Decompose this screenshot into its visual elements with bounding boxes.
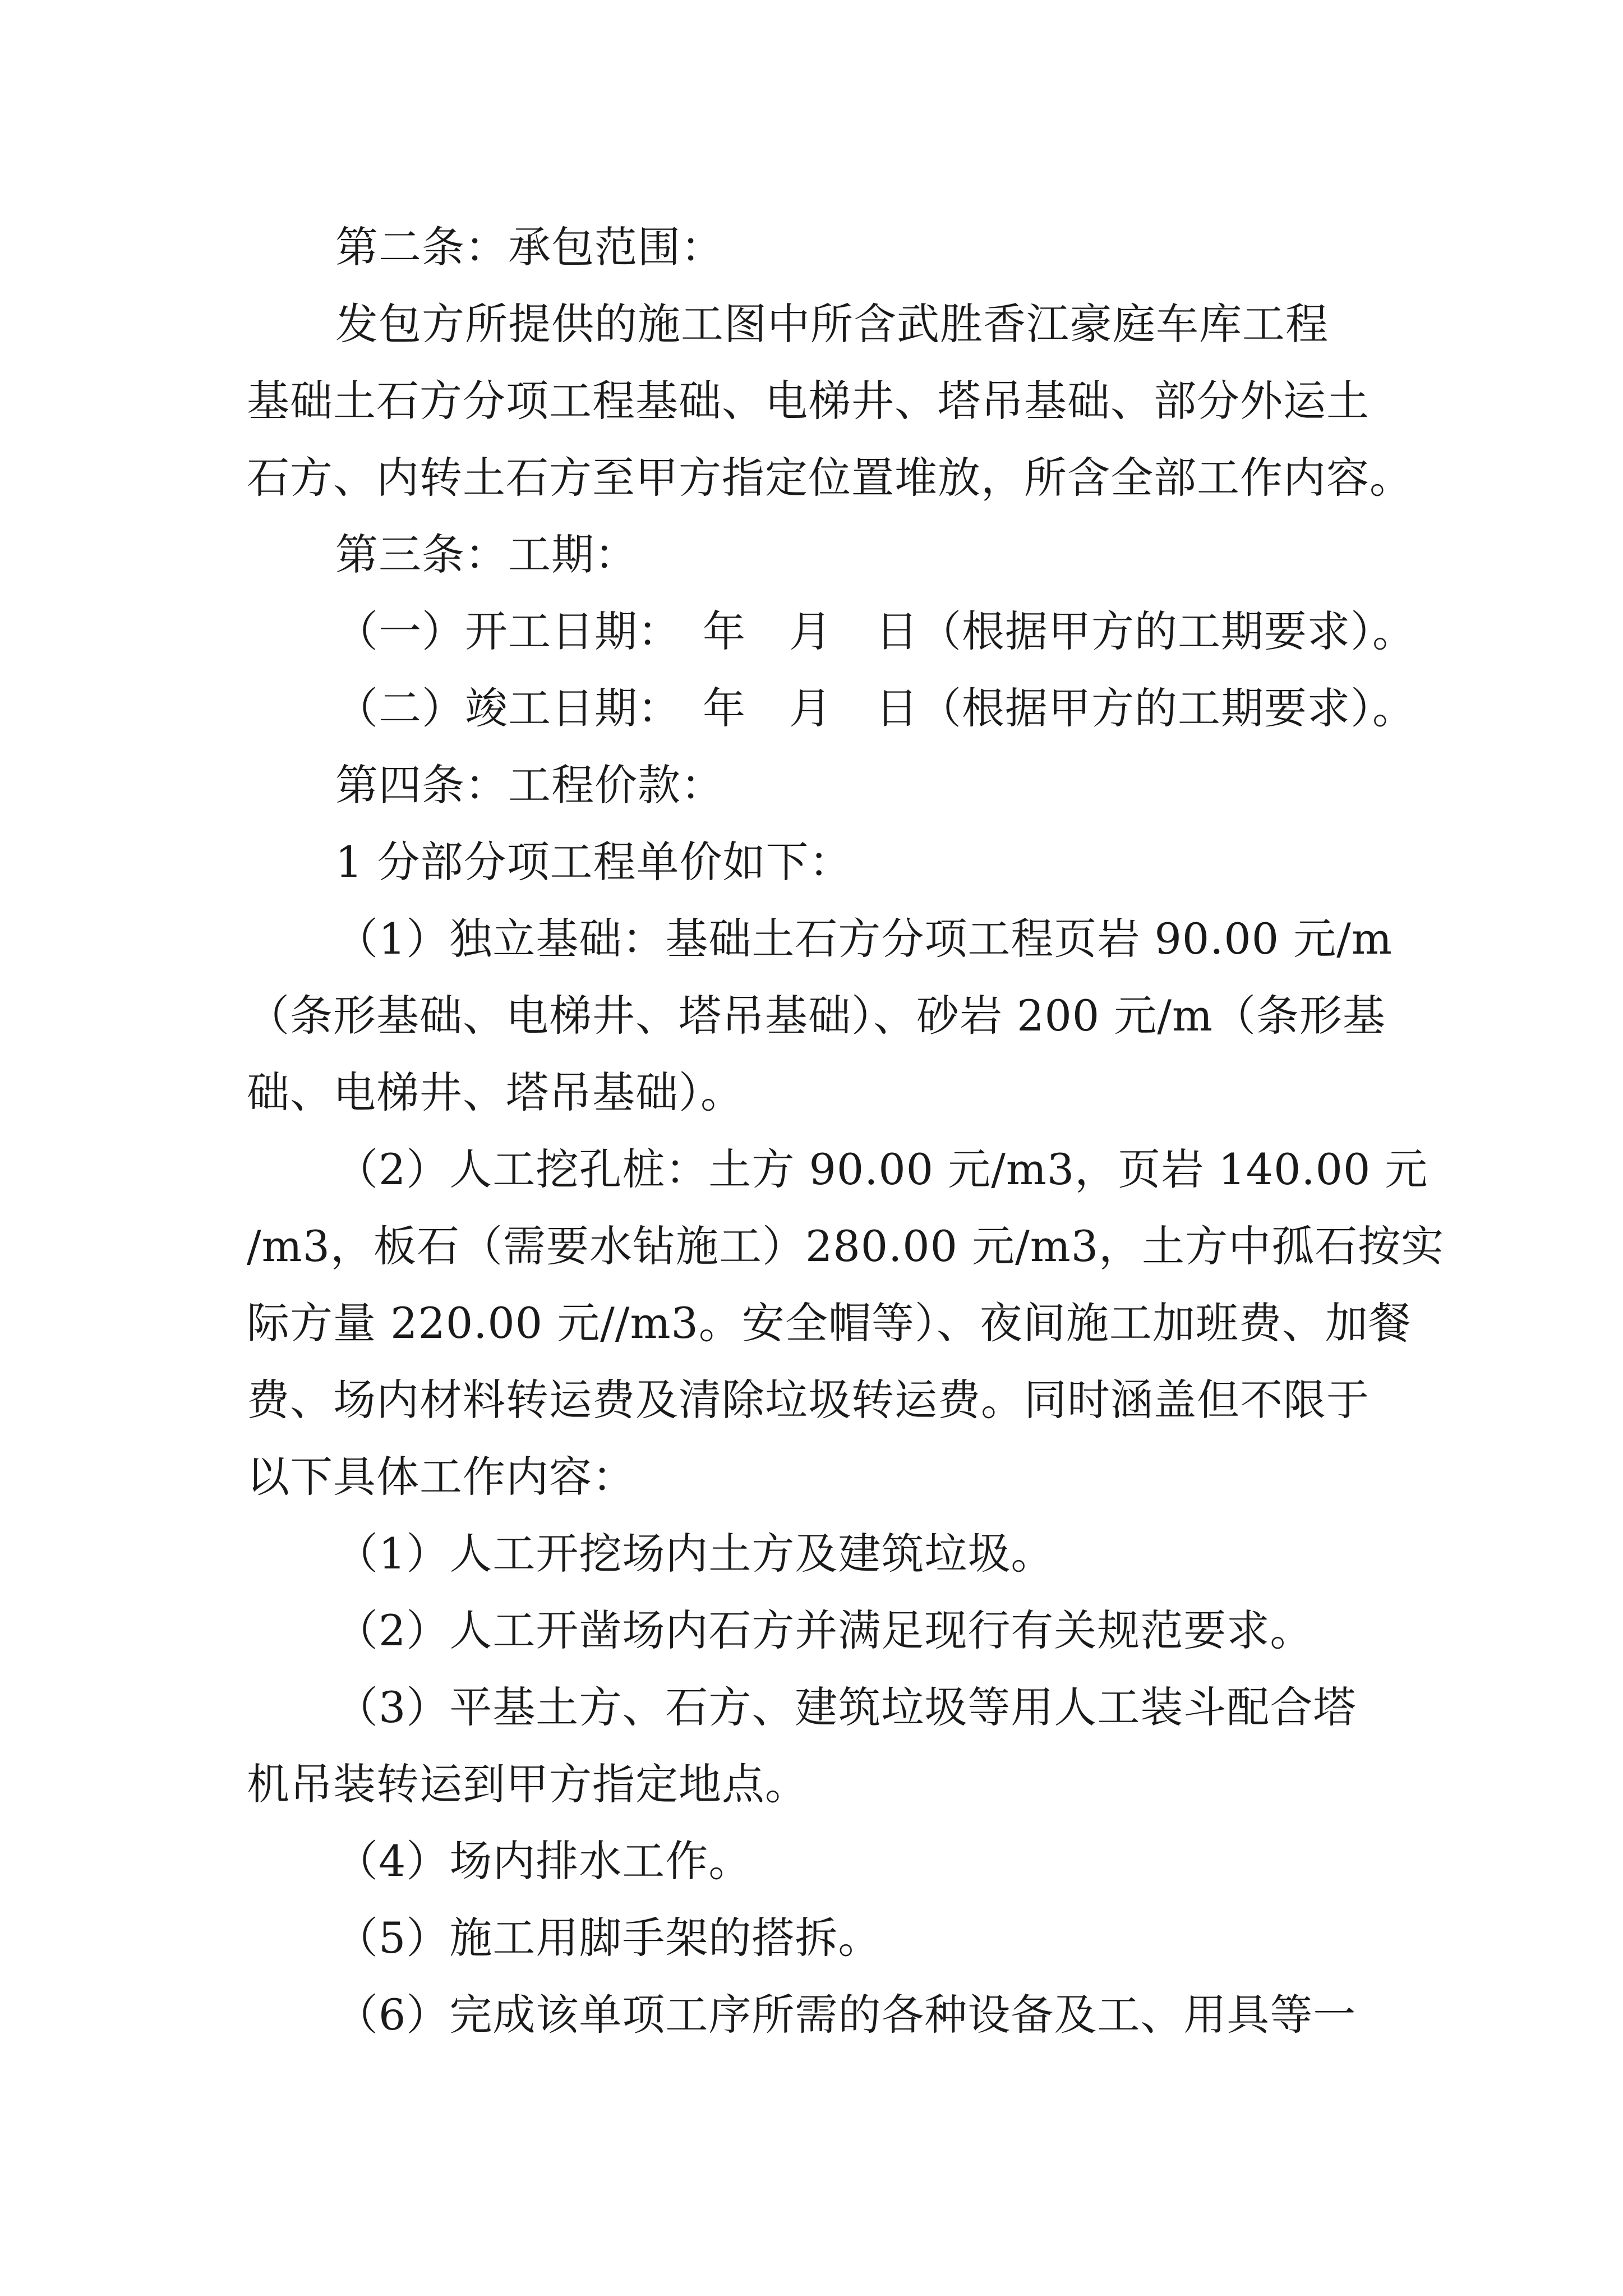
clause-3-heading: 第三条：工期： xyxy=(335,530,638,579)
clause-2-heading: 第二条：承包范围： xyxy=(335,222,724,272)
list-item: （5）施工用脚手架的搭拆。 xyxy=(335,1913,882,1963)
paragraph-line: 础、电梯井、塔吊基础）。 xyxy=(247,1068,744,1117)
list-item-continuation: 机吊装转运到甲方指定地点。 xyxy=(247,1759,808,1809)
paragraph-line: 石方、内转土石方至甲方指定位置堆放，所含全部工作内容。 xyxy=(247,453,1413,503)
list-item: （3）平基土方、石方、建筑垃圾等用人工装斗配合塔 xyxy=(335,1682,1357,1732)
paragraph-line: 发包方所提供的施工图中所含武胜香江豪庭车库工程 xyxy=(335,299,1329,349)
paragraph-line: 基础土石方分项工程基础、电梯井、塔吊基础、部分外运土 xyxy=(247,376,1370,426)
paragraph-line: （条形基础、电梯井、塔吊基础）、砂岩 200 元/m（条形基 xyxy=(247,991,1386,1041)
paragraph-line: 费、场内材料转运费及清除垃圾转运费。同时涵盖但不限于 xyxy=(247,1375,1370,1425)
list-item: （4）场内排水工作。 xyxy=(335,1836,752,1886)
paragraph-line: （1）独立基础：基础土石方分项工程页岩 90.00 元/m xyxy=(335,914,1393,964)
list-item: （6）完成该单项工序所需的各种设备及工、用具等一 xyxy=(335,1990,1357,2040)
list-item: （1）人工开挖场内土方及建筑垃圾。 xyxy=(335,1529,1054,1579)
paragraph-line: 际方量 220.00 元//m3。安全帽等）、夜间施工加班费、加餐 xyxy=(247,1298,1412,1348)
paragraph-line: （二）竣工日期： 年 月 日（根据甲方的工期要求）。 xyxy=(335,683,1415,733)
paragraph-line: 以下具体工作内容： xyxy=(247,1452,635,1502)
paragraph-line: /m3，板石（需要水钻施工）280.00 元/m3，土方中孤石按实 xyxy=(247,1221,1445,1271)
paragraph-line: （一）开工日期： 年 月 日（根据甲方的工期要求）。 xyxy=(335,606,1415,656)
paragraph-line: （2）人工挖孔桩：土方 90.00 元/m3，页岩 140.00 元 xyxy=(335,1144,1428,1194)
clause-4-heading: 第四条：工程价款： xyxy=(335,760,724,810)
paragraph-line: 1 分部分项工程单价如下： xyxy=(335,837,852,887)
list-item: （2）人工开凿场内石方并满足现行有关规范要求。 xyxy=(335,1605,1313,1655)
document-body xyxy=(247,209,1445,2053)
